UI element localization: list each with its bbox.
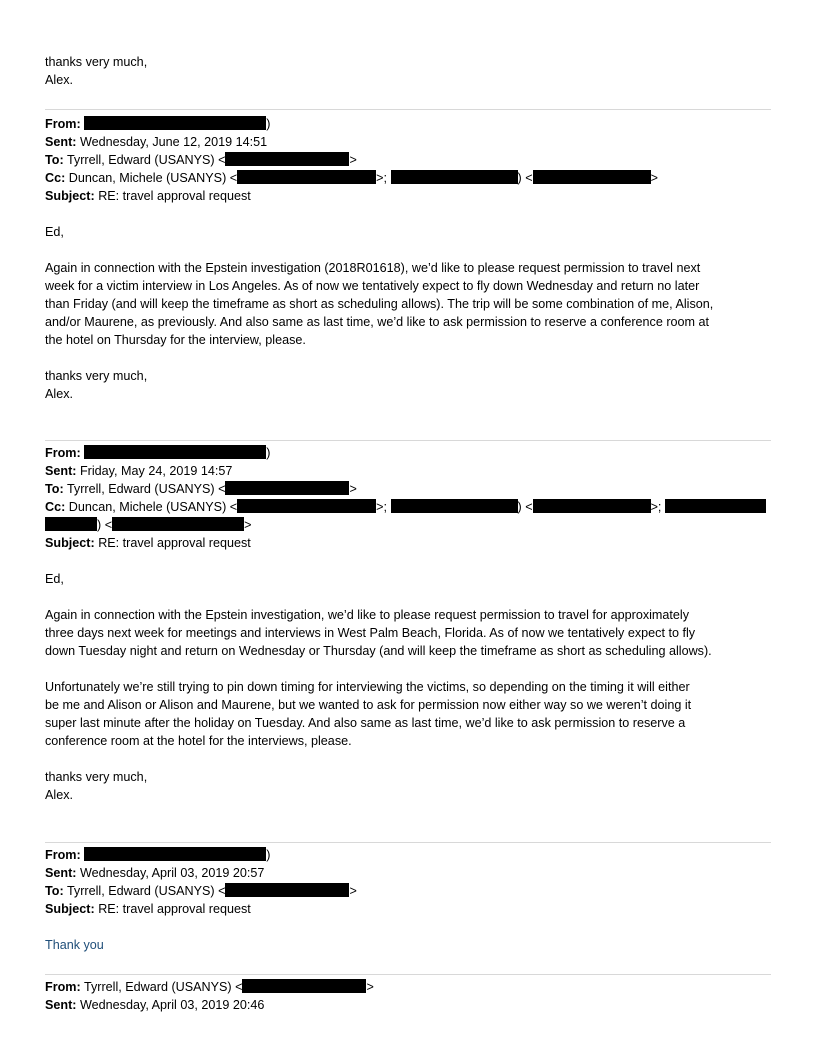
to-suffix: > <box>349 884 357 898</box>
cc-label: Cc: <box>45 171 66 185</box>
redaction-block <box>84 847 266 861</box>
subject-value: RE: travel approval request <box>98 902 251 916</box>
cc-separator: >; <box>376 171 387 185</box>
greeting: Ed, <box>45 225 64 239</box>
subject-label: Subject: <box>45 536 95 550</box>
from-line <box>45 115 771 133</box>
redaction-block <box>533 499 651 513</box>
redaction-block <box>237 499 376 513</box>
subject-value: RE: travel approval request <box>98 536 251 550</box>
sent-label: Sent: <box>45 998 77 1012</box>
closing-text: thanks very much, <box>45 369 148 383</box>
sent-line <box>45 864 771 882</box>
email-header <box>45 444 771 552</box>
redaction-block <box>665 499 766 513</box>
sender-name: Alex. <box>45 73 73 87</box>
redaction-block <box>225 152 349 166</box>
subject-line <box>45 900 771 918</box>
cc-line-continued <box>45 516 771 534</box>
from-value: Tyrrell, Edward (USANYS) < <box>83 980 243 994</box>
to-value: Tyrrell, Edward (USANYS) < <box>66 153 226 167</box>
body-line: week for a victim interview in Los Angeles. As of now we tentatively expect to fly down Wednesday and return no later <box>45 279 700 293</box>
body-line: super last minute after the holiday on Tuesday. And also same as last time, we’d like to ask permission to reserve a <box>45 716 686 730</box>
redaction-block <box>391 170 518 184</box>
cc-line <box>45 498 771 516</box>
cc-separator: >; <box>376 500 387 514</box>
to-line <box>45 480 771 498</box>
redaction-block <box>84 116 266 130</box>
to-value: Tyrrell, Edward (USANYS) < <box>66 884 226 898</box>
redaction-block <box>45 517 97 531</box>
closing-text: thanks very much, <box>45 770 148 784</box>
sent-value: Wednesday, April 03, 2019 20:46 <box>79 998 265 1012</box>
email-body <box>45 259 771 349</box>
to-suffix: > <box>349 482 357 496</box>
body-line: the hotel on Thursday for the interview, please. <box>45 333 306 347</box>
body-line: Unfortunately we’re still trying to pin down timing for interviewing the victims, so depending on the timing it will either <box>45 680 690 694</box>
closing-text: thanks very much, <box>45 55 148 69</box>
redaction-block <box>112 517 244 531</box>
email-thread <box>45 53 771 1014</box>
body-line: Again in connection with the Epstein investigation (2018R01618), we’d like to please request permission to travel next <box>45 261 701 275</box>
from-line <box>45 846 771 864</box>
sent-line <box>45 996 771 1014</box>
sent-label: Sent: <box>45 135 77 149</box>
subject-label: Subject: <box>45 902 95 916</box>
from-line <box>45 978 771 996</box>
cc-separator: >; <box>650 500 662 514</box>
email-header <box>45 846 771 918</box>
body-line: three days next week for meetings and interviews in West Palm Beach, Florida. As of now we tentatively expect to fly <box>45 626 696 640</box>
redaction-block <box>237 170 376 184</box>
body-line: than Friday (and will keep the timeframe as short as scheduling allows). The trip will be some combination of me, Alison, <box>45 297 714 311</box>
from-suffix: ) <box>266 446 271 460</box>
sent-label: Sent: <box>45 464 77 478</box>
redaction-block <box>533 170 651 184</box>
cc-suffix: > <box>650 171 658 185</box>
from-label: From: <box>45 848 81 862</box>
email-body <box>45 606 771 750</box>
sent-value: Wednesday, April 03, 2019 20:57 <box>79 866 265 880</box>
cc-value: Duncan, Michele (USANYS) < <box>68 171 238 185</box>
subject-label: Subject: <box>45 189 95 203</box>
cc-label: Cc: <box>45 500 66 514</box>
to-line <box>45 151 771 169</box>
greeting: Ed, <box>45 572 64 586</box>
cc-line <box>45 169 771 187</box>
redaction-block <box>225 481 349 495</box>
cc-value: Duncan, Michele (USANYS) < <box>68 500 238 514</box>
cc-separator: ) < <box>517 171 533 185</box>
from-suffix: > <box>366 980 374 994</box>
sent-value: Wednesday, June 12, 2019 14:51 <box>79 135 268 149</box>
signature-block <box>45 768 771 804</box>
cc-suffix: > <box>244 518 252 532</box>
to-label: To: <box>45 884 64 898</box>
to-label: To: <box>45 482 64 496</box>
subject-value: RE: travel approval request <box>98 189 251 203</box>
sent-line <box>45 133 771 151</box>
redaction-block <box>84 445 266 459</box>
to-value: Tyrrell, Edward (USANYS) < <box>66 482 226 496</box>
from-label: From: <box>45 980 81 994</box>
from-line <box>45 444 771 462</box>
subject-line <box>45 534 771 552</box>
cc-separator: ) < <box>517 500 533 514</box>
sent-line <box>45 462 771 480</box>
email-header <box>45 978 771 1014</box>
redaction-block <box>242 979 366 993</box>
sent-label: Sent: <box>45 866 77 880</box>
sender-name: Alex. <box>45 387 73 401</box>
subject-line <box>45 187 771 205</box>
body-line: conference room at the hotel for the interviews, please. <box>45 734 352 748</box>
email-body: Thank you <box>45 938 104 952</box>
cc-separator: ) < <box>97 518 113 532</box>
signature-block <box>45 53 771 89</box>
email-header <box>45 115 771 205</box>
body-line: be me and Alison or Alison and Maurene, but we wanted to ask for permission now either way so we weren’t doing it <box>45 698 692 712</box>
from-suffix: ) <box>266 848 271 862</box>
to-suffix: > <box>349 153 357 167</box>
from-label: From: <box>45 446 81 460</box>
sender-name: Alex. <box>45 788 73 802</box>
to-label: To: <box>45 153 64 167</box>
from-suffix: ) <box>266 117 271 131</box>
signature-block <box>45 367 771 403</box>
redaction-block <box>391 499 518 513</box>
to-line <box>45 882 771 900</box>
body-line: and/or Maurene, as previously. And also same as last time, we’d like to ask permission to reserve a conference room at <box>45 315 710 329</box>
body-line: down Tuesday night and return on Wednesday or Thursday (and will keep the timeframe as short as scheduling allows). <box>45 644 712 658</box>
body-line: Again in connection with the Epstein investigation, we’d like to please request permission to travel for approximately <box>45 608 690 622</box>
from-label: From: <box>45 117 81 131</box>
sent-value: Friday, May 24, 2019 14:57 <box>79 464 233 478</box>
redaction-block <box>225 883 349 897</box>
